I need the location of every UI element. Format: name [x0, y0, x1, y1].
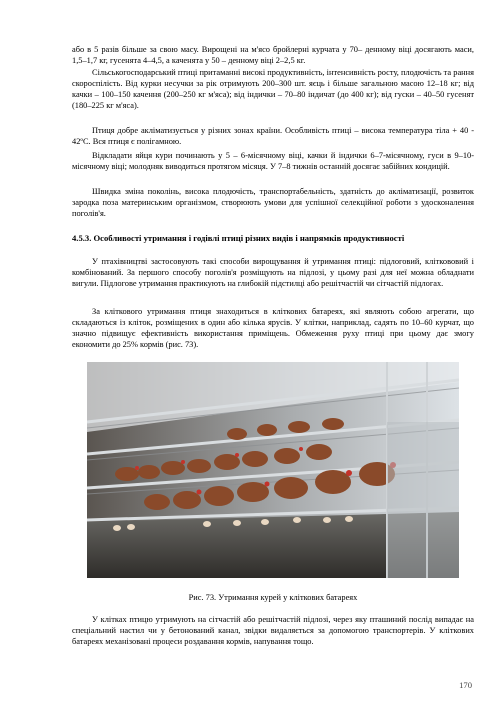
paragraph-7: За кліткового утримання птиця знаходиться в кліткових батареях, які являють собою агрегати, що складаються із кліток, розміщених в один або кілька ярусів. У клітки, наприклад, садять по 10–60 курчат, що значно підвищує ефективність використання приміщень. Обмеження руху птиці при цьому дає змогу економити до 25% кормів (рис. 73). — [72, 307, 474, 350]
paragraph-2: Сільськогосподарський птиці притаманні високі продуктивність, інтенсивність росту, плодючість та рання скороспілість. Від курки несучки за рік отримують 200–300 шт. яєць і більше загальною масою 12–18 кг; від качки – 100–150 качення (200–250 кг м'яса); від індички – 70–80 індичат (до 400 кг); від гуски – 40–50 гусенят (180–225 кг м'яса). — [72, 68, 474, 111]
page-number: 170 — [459, 680, 472, 690]
figure-caption: Рис. 73. Утримання курей у кліткових батареях — [188, 593, 358, 602]
paragraph-3: Птиця добре акліматизується у різних зонах країни. Особливість птиці – висока температура тіла + 40 - 42ºС. Вся птиця є полігамною. — [72, 126, 474, 147]
paragraph-5: Швидка зміна поколінь, висока плодючість, транспортабельність, здатність до акліматизації, розвиток зародка поза материнським організмом, створюють умови для успішної селекційної роботи з удосконалення поголів'я. — [72, 187, 474, 219]
section-heading: 4.5.3. Особливості утримання і годівлі птиці різних видів і напрямків продуктивності — [72, 233, 405, 243]
paragraph-8: У клітках птицю утримують на сітчастій або решітчастій підлозі, через яку пташиний послід випадає на спеціальний настил чи у бетонований канал, звідки видаляється за допомогою транспортерів. У кліткових батареях механізовані процеси роздавання кормів, напування тощо. — [72, 615, 474, 647]
paragraph-1: або в 5 разів більше за свою масу. Вирощені на м'ясо бройлерні курчата у 70– денному віці досягають маси, 1,5–1,7 кг, гусенята 4–4,5, а каченята у 50 – денному віці 2–2,5 кг. — [72, 45, 474, 66]
paragraph-4: Відкладати яйця кури починають у 5 – 6-місячному віці, качки й індички 6–7-місячному, гуси в 9–10-місячному віці; молодняк виводиться протягом місяця. У 7–8 тижнів останній досягає забійних кондицій. — [72, 151, 474, 172]
figure-photo-cage-batteries — [87, 362, 459, 578]
paragraph-6: У птахівництві застосовують такі способи вирощування й утримання птиці: підлоговий, кліткововий і комбінований. За першого способу поголів'я розміщують на підлозі, у цьому разі для неї можна обладнати вигули. Підлогове утримання практикують на глибокій підстилці або решітчастій чи сітчастій підлогах. — [72, 257, 474, 289]
